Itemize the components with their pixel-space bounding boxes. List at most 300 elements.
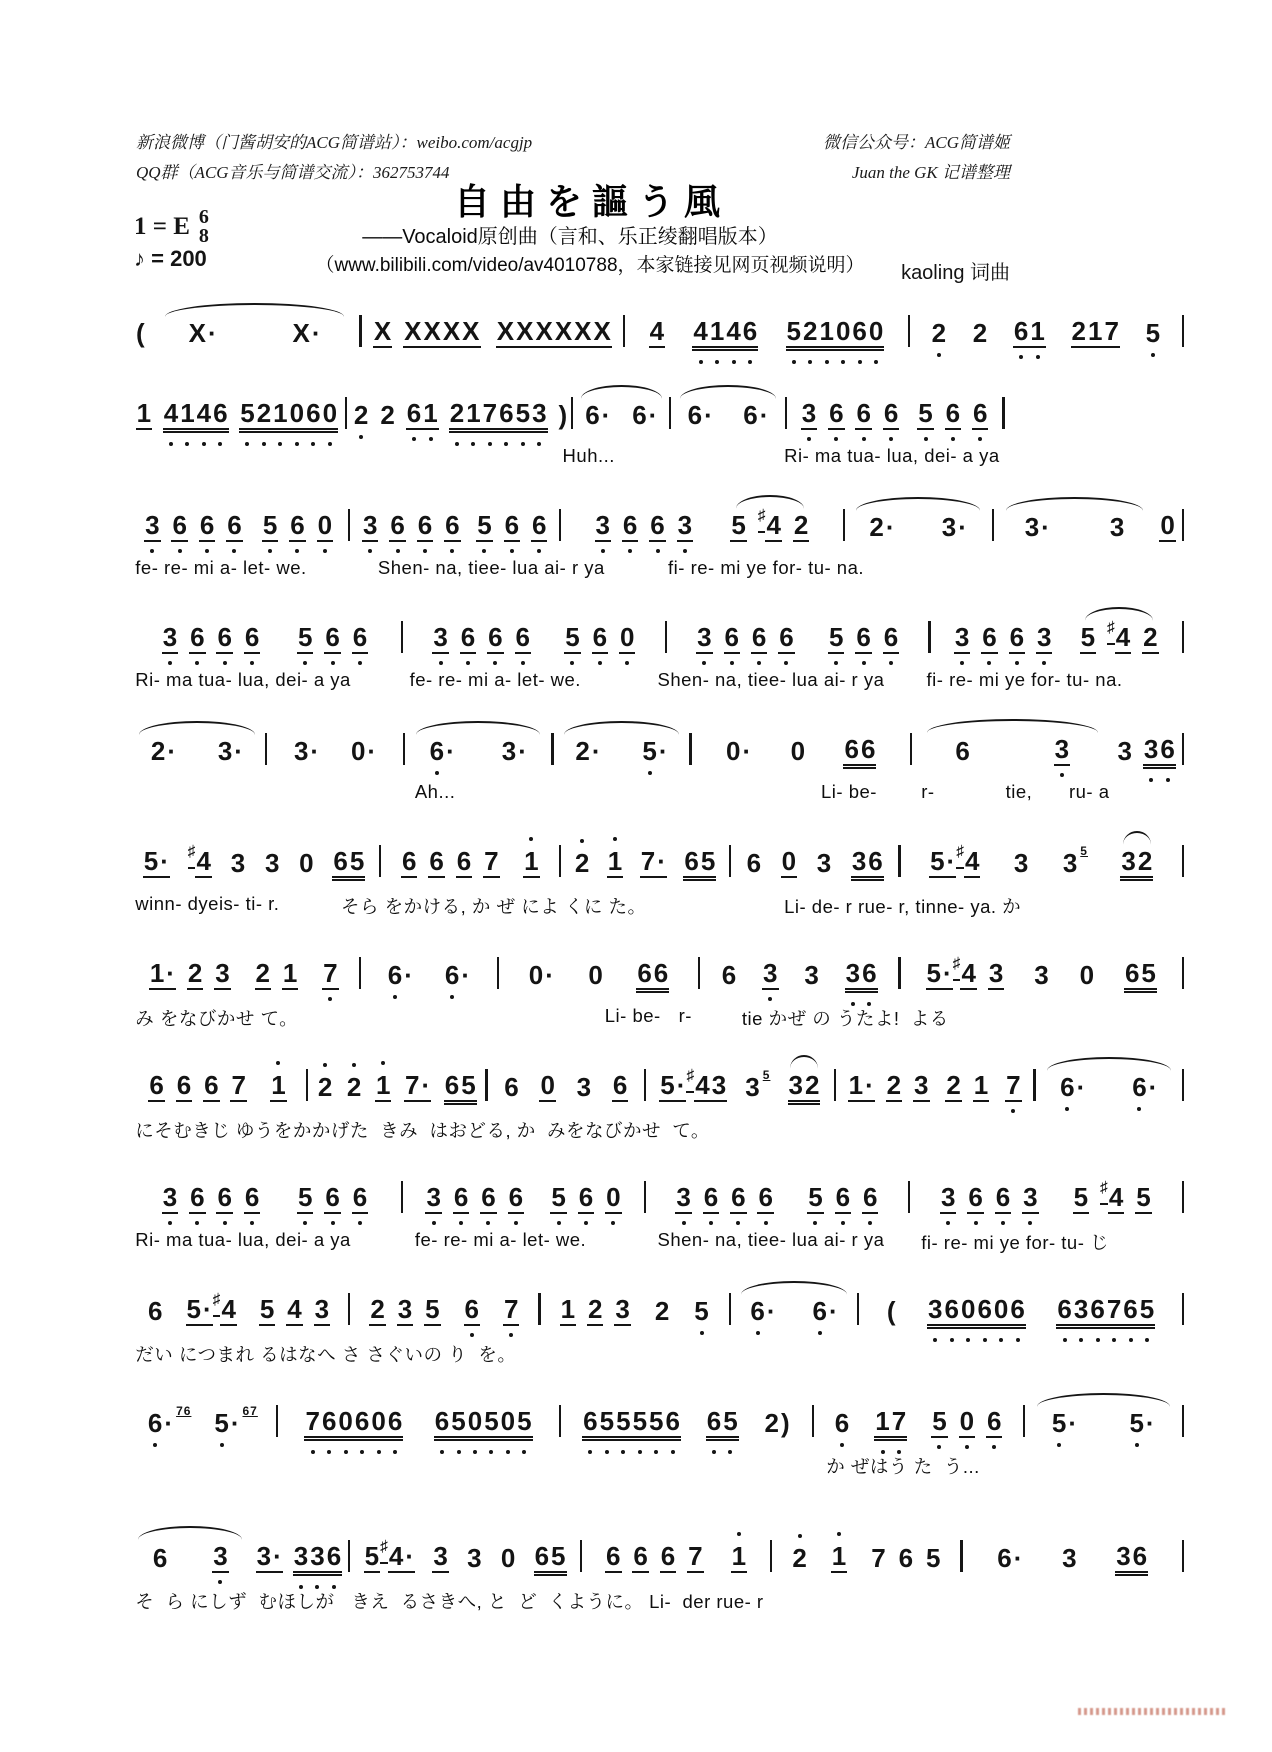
- note-group: (: [136, 318, 145, 348]
- note-group: 5 6 0: [262, 510, 333, 542]
- note-group: 3 2: [1121, 846, 1153, 876]
- measure: [130, 510, 347, 542]
- note-group: 3 6 6 3: [940, 1182, 1039, 1214]
- measure: [626, 316, 906, 348]
- note-group: 3 ·: [941, 512, 967, 542]
- note-group: 2: [574, 848, 590, 878]
- barline: [276, 1405, 278, 1437]
- grace-note: 5: [762, 1068, 771, 1082]
- lyric-segment: Ri- ma tua- lua, dei- a ya: [135, 669, 351, 690]
- note-group: 1 7: [874, 1406, 907, 1438]
- note-group: 6 1: [406, 398, 439, 430]
- note-group: 6 5: [1124, 958, 1156, 988]
- note-group: 3: [1062, 1543, 1077, 1573]
- barline: [770, 1540, 772, 1572]
- note-group: X X X X X: [373, 316, 480, 346]
- measure: [309, 1070, 484, 1102]
- note-group: 3 ·: [1024, 512, 1050, 542]
- barline: [379, 845, 381, 877]
- measure: [583, 1541, 769, 1573]
- note-group: 6: [721, 960, 737, 990]
- measure: [130, 1404, 275, 1438]
- notation-row: [130, 1523, 1185, 1588]
- note-group: 6: [834, 1408, 850, 1438]
- music-system-10: [130, 1276, 1185, 1371]
- note-group: 3: [230, 848, 246, 878]
- barline: [898, 845, 900, 877]
- note-group: ♯ 4: [188, 846, 212, 878]
- barline: [644, 1181, 646, 1213]
- note-group: 6: [504, 1072, 519, 1102]
- note-group: 3 6: [1116, 1541, 1148, 1571]
- note-group: 2 1 7: [1071, 316, 1119, 346]
- note-group: 3: [433, 1541, 448, 1571]
- lyrics-row: [130, 1117, 1185, 1147]
- measure: [932, 619, 1181, 654]
- tempo-marking: ♪ = 200: [134, 246, 207, 271]
- barline: [401, 1181, 403, 1213]
- note-group: 6 ·: [811, 1296, 838, 1326]
- note-group: 6 ·: [1059, 1072, 1086, 1102]
- note-group: 4 1 4 6: [163, 398, 229, 430]
- measure: [130, 843, 378, 878]
- note-group: 2: [931, 318, 947, 348]
- wechat-info: 微信公众号：ACG简谱姬: [823, 133, 1010, 152]
- note-group: 5 · ♯ 4: [929, 846, 980, 878]
- note-group: 5 ·: [1128, 1408, 1155, 1438]
- barline: [559, 509, 561, 541]
- grace-note: 5: [1080, 844, 1088, 858]
- music-system-2: [130, 380, 1185, 475]
- measure: [382, 846, 558, 878]
- measure: [500, 958, 696, 990]
- measure: [130, 622, 400, 654]
- lyric-segment: Shen- na, tiee- lua ai- r ya: [657, 1229, 885, 1250]
- note-group: 3 6: [845, 958, 878, 990]
- note-group: 6 ·: [1131, 1072, 1158, 1102]
- note-group: 2 ): [764, 1408, 790, 1438]
- key-signature: 1 = E 6 8: [134, 206, 209, 247]
- lyric-segment: tie,: [1005, 781, 1033, 802]
- note-group: 6 5: [684, 846, 716, 876]
- barline: [834, 1069, 836, 1101]
- barline: [1002, 397, 1004, 429]
- note-group: 1: [607, 846, 623, 878]
- note-group: 7: [503, 1294, 519, 1326]
- lyric-segment: そ ら にしず むほしが きえ るさきへ, と ど くように。 Li- der rue- r: [135, 1591, 764, 1612]
- note-group: 1 · 2 3: [848, 1070, 929, 1100]
- note-group: 3 6 6 6: [162, 622, 261, 654]
- note-group: 6 ·: [429, 736, 456, 766]
- measure: [362, 960, 496, 990]
- note-group: 7 ·: [640, 846, 666, 876]
- note-group: 0: [781, 846, 797, 876]
- note-group: 2: [346, 1072, 362, 1102]
- note-group: 0: [790, 736, 806, 766]
- note-group: 6 6 6 7: [401, 846, 499, 876]
- note-group: 5 6 6: [807, 1182, 878, 1214]
- barline: [559, 845, 561, 877]
- note-group: 3 ·: [501, 736, 527, 766]
- lyric-segment: fi- re- mi ye for- tu- na.: [926, 669, 1123, 690]
- note-group: 3: [816, 848, 832, 878]
- notation-row: [130, 298, 1185, 363]
- note-group: 0 ·: [350, 736, 377, 766]
- lyrics-row: [130, 893, 1185, 923]
- barline: [928, 621, 930, 653]
- note-group: 1 2 3: [560, 1294, 630, 1324]
- note-group: 2: [972, 318, 988, 348]
- note-group: 6 6: [637, 958, 669, 988]
- lyric-segment: fi- re- mi ye for- tu- na.: [668, 557, 865, 578]
- grace-note: 67: [242, 1404, 258, 1418]
- measure: [837, 1070, 1033, 1102]
- transcriber-credit: Juan the GK 记谱整理: [851, 163, 1010, 182]
- notation-row: [130, 1276, 1185, 1341]
- note-group: 5 · $^{67}$: [213, 1408, 258, 1438]
- lyric-segment: tie かぜ の うたよ! よる: [741, 1008, 949, 1029]
- note-group: 5 · ♯ 4 3: [926, 958, 1005, 990]
- slur-group: [995, 512, 1155, 542]
- note-group: 3: [1034, 960, 1049, 990]
- measure: [130, 1070, 305, 1102]
- lyric-segment: fe- re- mi a- let- we.: [414, 1229, 587, 1250]
- note-group: 1: [375, 1070, 391, 1102]
- measure: [489, 1070, 643, 1102]
- barline: [1033, 1069, 1035, 1101]
- note-group: 1: [523, 846, 539, 878]
- note-group: 5 0 6: [931, 1406, 1002, 1438]
- note-group: 3 6 6 6: [432, 622, 531, 654]
- barline: [669, 397, 671, 429]
- note-group: 5 6 0: [564, 622, 635, 654]
- note-group: 2: [791, 1543, 807, 1573]
- grace-note: 76: [176, 1404, 192, 1418]
- barline: [1182, 1540, 1184, 1572]
- lyric-segment: Huh...: [562, 445, 615, 466]
- note-group: 2: [654, 1296, 670, 1326]
- measure: [1026, 1408, 1181, 1438]
- note-group: 6: [746, 848, 762, 878]
- note-group: 3: [576, 1072, 592, 1102]
- note-group: 2 ·: [869, 512, 895, 542]
- barline: [403, 733, 405, 765]
- notation-row: [130, 1388, 1185, 1453]
- measure: [130, 398, 344, 430]
- note-group: 3: [1013, 848, 1029, 878]
- measure: [130, 318, 358, 348]
- note-group: 7 6 0 6 0 6: [304, 1406, 403, 1438]
- barline: [306, 1069, 308, 1101]
- note-group: 3 6 0 6 0 6: [927, 1294, 1026, 1326]
- composer-credit: kaoling 词曲: [901, 262, 1010, 284]
- measure: [406, 736, 550, 766]
- measure: [964, 1541, 1181, 1573]
- barline: [623, 315, 625, 347]
- note-group: 3 ·: [217, 736, 243, 766]
- lyric-segment: にそむきじ ゆうをかかげた きみ はおどる, か みをなびかせ て。: [135, 1120, 710, 1141]
- note-group: 2: [353, 400, 369, 430]
- note-group: 3: [1117, 736, 1132, 766]
- notation-area: [130, 298, 1185, 1635]
- slur-group: [406, 736, 550, 766]
- note-group: 5: [1145, 318, 1161, 348]
- barline: [689, 733, 691, 765]
- barline: [359, 315, 361, 347]
- measure: [647, 1182, 907, 1214]
- slur-group: [130, 1541, 251, 1573]
- note-group: 3 $^5$: [744, 1072, 770, 1102]
- note-group: 6: [148, 1296, 163, 1326]
- lyric-segment: ru- a: [1068, 781, 1110, 802]
- notation-row: [130, 1052, 1185, 1117]
- note-group: 6 6: [844, 734, 876, 764]
- note-group: 5 6 0: [550, 1182, 621, 1214]
- note-group: 0 ·: [528, 960, 554, 990]
- barline: [992, 509, 994, 541]
- barline: [1182, 509, 1184, 541]
- barline: [1182, 733, 1184, 765]
- note-group: 3 $^5$: [1062, 848, 1088, 878]
- note-group: 2 ·: [575, 736, 601, 766]
- measure: [130, 958, 358, 990]
- barline: [698, 957, 700, 989]
- notation-row: [130, 492, 1185, 557]
- note-group: 6 5: [333, 846, 365, 876]
- barline: [497, 957, 499, 989]
- measure: [130, 736, 264, 766]
- note-group: 5 ·: [1051, 1408, 1078, 1438]
- note-group: 5: [693, 1296, 709, 1326]
- music-system-4: [130, 604, 1185, 699]
- lyric-segment: Shen- na, tiee- lua ai- r ya: [657, 669, 885, 690]
- measure: [693, 734, 909, 766]
- measure: [860, 1294, 1181, 1326]
- note-group: 2 ·: [150, 736, 177, 766]
- notation-row: [130, 940, 1185, 1005]
- barline: [857, 1293, 859, 1325]
- lyrics-row: [130, 1588, 1185, 1618]
- measure: [911, 316, 1181, 348]
- note-group: 0: [540, 1070, 555, 1100]
- note-group: 3 2: [788, 1070, 820, 1100]
- measure: [788, 398, 1002, 430]
- barline: [843, 509, 845, 541]
- lyric-segment: fi- re- mi ye for- tu- じ: [921, 1232, 1110, 1253]
- measure: [846, 512, 991, 542]
- barline: [910, 733, 912, 765]
- note-group: 6 ·: [387, 960, 414, 990]
- note-group: 3 3 6: [293, 1541, 342, 1573]
- note-group: 6 5: [444, 1070, 476, 1100]
- measure: [130, 1182, 400, 1214]
- slur-group: [1026, 1408, 1181, 1438]
- music-system-1: [130, 298, 1185, 363]
- measure: [279, 1406, 558, 1438]
- note-group: 7 ·: [405, 1070, 431, 1100]
- measure: [668, 622, 928, 654]
- measure: [348, 398, 570, 430]
- lyric-segment: Ri- ma tua- lua, dei- a ya: [784, 445, 1000, 466]
- barline: [812, 1405, 814, 1437]
- measure: [351, 510, 558, 542]
- slur-group: [672, 400, 783, 430]
- slur-group: [555, 736, 689, 766]
- barline: [729, 1293, 731, 1325]
- measure: [574, 400, 668, 430]
- note-group: 6 ·: [632, 400, 658, 430]
- barline: [265, 733, 267, 765]
- note-group: 3 6 6 6: [425, 1182, 524, 1214]
- measure: [562, 1406, 810, 1438]
- note-group: ): [558, 400, 568, 430]
- note-group: 3 6 6 6: [162, 1182, 261, 1214]
- note-group: 1: [831, 1541, 847, 1573]
- lyric-segment: r-: [921, 781, 935, 802]
- measure: [268, 736, 402, 766]
- note-group: 5 2 1 0 6 0: [786, 316, 885, 348]
- note-group: 3 6 6 6: [144, 510, 243, 542]
- barline: [348, 1293, 350, 1325]
- red-watermark: [1078, 1708, 1228, 1715]
- lyrics-row: [130, 669, 1185, 699]
- measure: [351, 1538, 579, 1573]
- note-group: 5 · ♯ 4 3: [659, 1070, 727, 1102]
- note-group: 3: [762, 958, 778, 990]
- measure: [562, 507, 841, 542]
- measure: [351, 1294, 537, 1326]
- lyric-segment: fe- re- mi a- let- we.: [135, 557, 307, 578]
- measure: [913, 734, 1181, 766]
- slur-group: [151, 318, 359, 348]
- barline: [359, 957, 361, 989]
- note-group: 5 · ♯ 4: [186, 1294, 237, 1326]
- note-group: 3 6 6 6: [696, 622, 795, 654]
- measure: [363, 316, 623, 348]
- barline: [485, 1069, 487, 1101]
- notation-row: [130, 828, 1185, 893]
- measure: [647, 1067, 832, 1102]
- note-group: 2 3 5: [370, 1294, 440, 1324]
- measure: [732, 1296, 856, 1326]
- barline: [1182, 621, 1184, 653]
- lyric-segment: Li- be-: [821, 781, 877, 802]
- weibo-info: 新浪微博（门酱胡安的ACG简谱站）：weibo.com/acgjp: [136, 133, 533, 152]
- lyrics-row: [130, 1005, 1185, 1035]
- note-group: 2 1: [255, 958, 298, 988]
- note-group: 2 1: [946, 1070, 989, 1100]
- lyrics-row: [130, 557, 1185, 587]
- measure: [815, 1406, 1022, 1438]
- slur-group: [913, 734, 1111, 766]
- barline: [348, 509, 350, 541]
- lyric-segment: Ah...: [414, 781, 456, 802]
- note-group: 0: [500, 1543, 516, 1573]
- note-group: 0: [1160, 510, 1175, 540]
- note-group: 6 ·: [585, 400, 611, 430]
- barline: [1023, 1405, 1025, 1437]
- note-group: 5 ♯ 4 5: [1073, 1182, 1152, 1214]
- note-group: 5 ·: [641, 736, 668, 766]
- note-group: 6 3 6 7 6 5: [1056, 1294, 1155, 1326]
- barline: [729, 845, 731, 877]
- note-group: 0: [299, 848, 314, 878]
- measure: [404, 1182, 643, 1214]
- measure: [773, 1541, 959, 1573]
- lyric-segment: winn- dyeis- ti- r.: [135, 893, 280, 914]
- barline: [1182, 957, 1184, 989]
- measure: [555, 736, 689, 766]
- note-group: 6 5: [706, 1406, 739, 1438]
- lyric-segment: Li- be-: [604, 1005, 661, 1026]
- note-group: 5 ♯ 4 2: [730, 510, 809, 542]
- lyric-segment: r-: [678, 1005, 692, 1026]
- barline: [1182, 315, 1184, 347]
- note-group: (: [886, 1296, 896, 1326]
- note-group: 6 6 6 7: [606, 1541, 703, 1571]
- notation-row: [130, 604, 1185, 669]
- measure: [672, 400, 783, 430]
- note-group: 6 ·: [687, 400, 713, 430]
- slur-group: [846, 512, 991, 542]
- barline: [644, 1069, 646, 1101]
- note-group: X ·: [188, 318, 217, 348]
- qq-group-info: QQ群（ACG音乐与简谱交流）：362753744: [136, 163, 450, 182]
- measure: [130, 1291, 347, 1326]
- lyric-segment: fe- re- mi a- let- we.: [409, 669, 581, 690]
- barline: [345, 397, 347, 429]
- note-group: 3: [264, 848, 280, 878]
- lyrics-row: [130, 445, 1185, 475]
- time-signature: 6 8: [198, 206, 209, 247]
- measure: [902, 955, 1181, 990]
- note-group: 0: [588, 960, 603, 990]
- note-group: 6: [955, 736, 970, 766]
- lyric-segment: そら をかける, か ぜ によ くに た。: [341, 896, 647, 917]
- note-group: 3 6 6 3: [954, 622, 1053, 654]
- note-group: 3 6 6 6: [675, 1182, 774, 1214]
- measure: [562, 846, 727, 878]
- music-system-12: [130, 1523, 1185, 1618]
- note-group: 1: [731, 1541, 747, 1573]
- note-group: 5 6 6: [917, 398, 988, 430]
- note-group: 6 ·: [444, 960, 471, 990]
- measure: [732, 846, 897, 878]
- note-group: X ·: [292, 318, 321, 348]
- song-title: 自由を謳う風: [453, 181, 730, 222]
- measure: [130, 1541, 347, 1573]
- barline: [538, 1293, 540, 1325]
- note-group: 6 5 5 5 5 6: [582, 1406, 681, 1438]
- barline: [898, 957, 900, 989]
- note-group: 7 6 5: [871, 1543, 941, 1573]
- note-group: 3: [804, 960, 819, 990]
- music-system-5: [130, 716, 1185, 811]
- lyrics-row: [130, 781, 1185, 811]
- note-group: 5 2 1 0 6 0: [239, 398, 338, 430]
- note-group: 3 6 6 3: [595, 510, 694, 542]
- note-group: 2: [380, 400, 395, 430]
- note-group: 6 ·: [743, 400, 769, 430]
- notation-row: [130, 1164, 1185, 1229]
- measure: [902, 843, 1181, 878]
- barline: [960, 1540, 962, 1572]
- lyrics-row: [130, 1453, 1185, 1483]
- music-system-6: [130, 828, 1185, 923]
- slur-group: [130, 736, 264, 766]
- slur-group: [574, 400, 668, 430]
- note-group: 6 6 6 7: [149, 1070, 246, 1100]
